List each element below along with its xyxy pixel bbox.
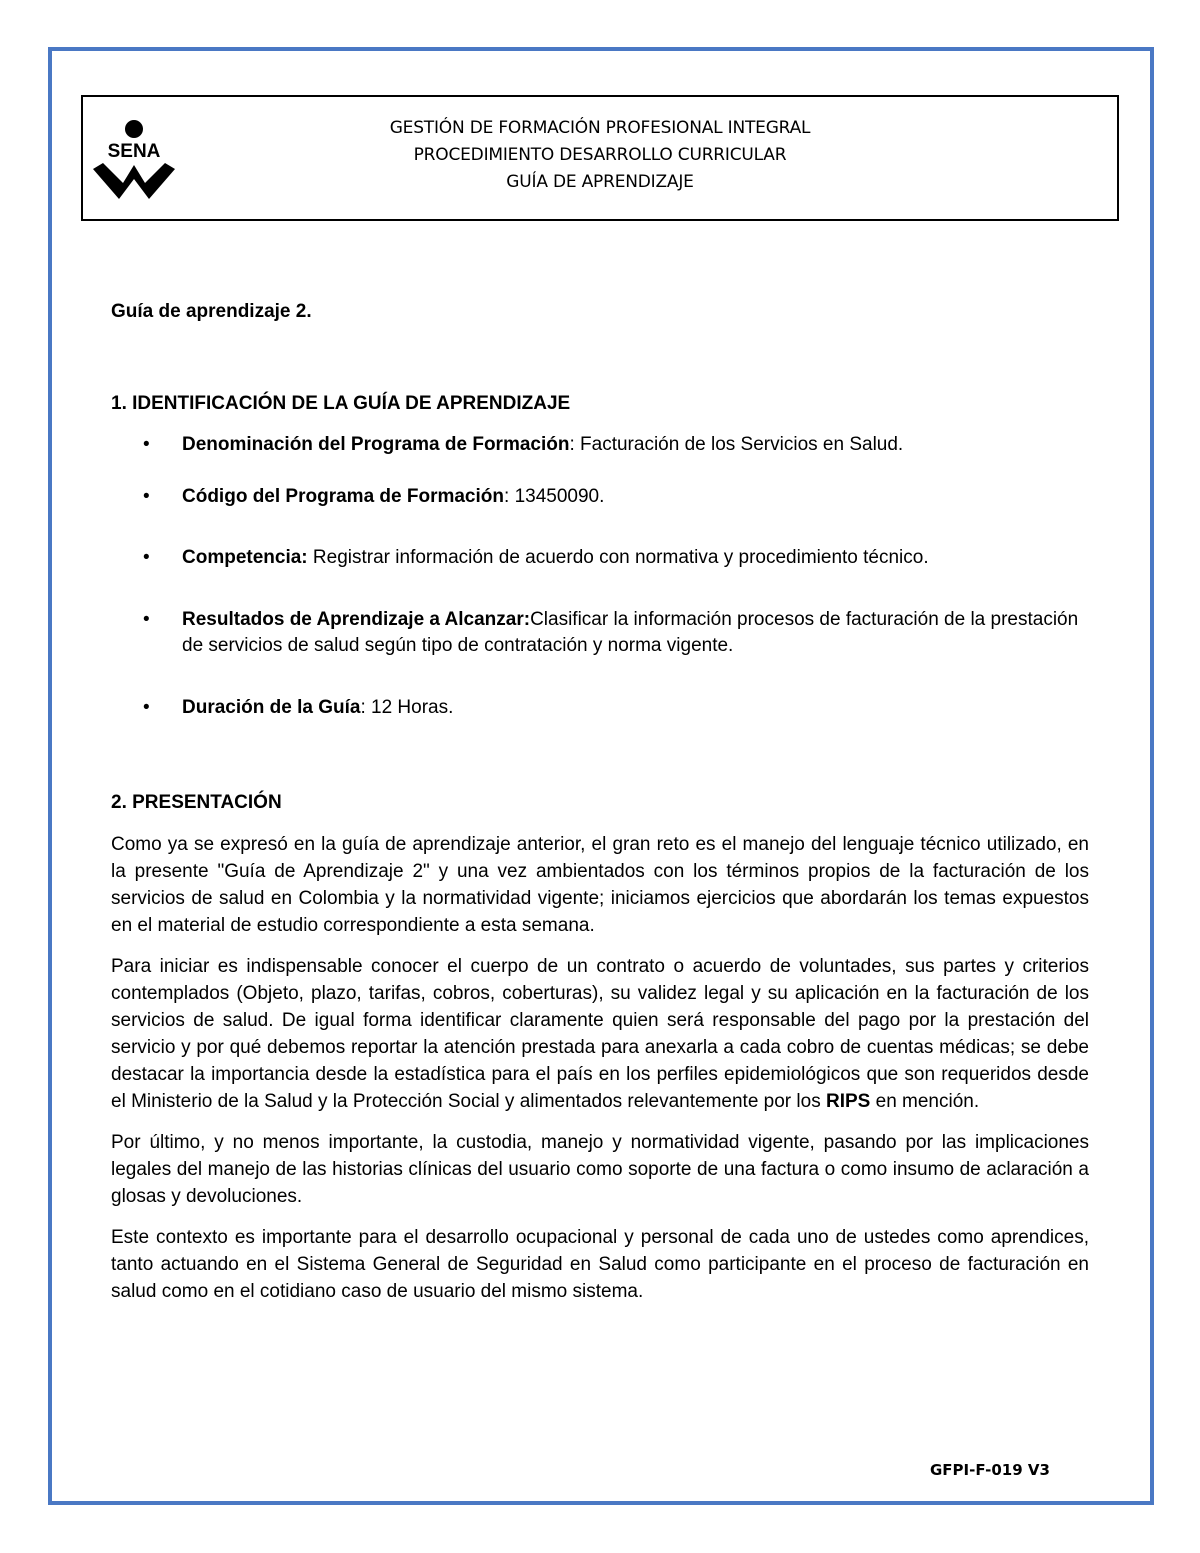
item-separator: :: [569, 434, 581, 455]
rips-term: RIPS: [825, 1091, 871, 1112]
item-label: Resultados de Aprendizaje a Alcanzar:: [182, 609, 531, 630]
item-label: Competencia:: [182, 547, 308, 568]
section-2-heading: 2. PRESENTACIÓN: [111, 792, 282, 813]
header-title-block: [83, 115, 1117, 196]
presentation-paragraph-2: [111, 953, 1089, 1115]
list-item: [111, 607, 1089, 659]
header-line-1: GESTIÓN DE FORMACIÓN PROFESIONAL INTEGRAL: [389, 118, 811, 138]
section-1-heading: 1. IDENTIFICACIÓN DE LA GUÍA DE APRENDIZAJE: [111, 393, 571, 414]
item-label: Duración de la Guía: [182, 697, 361, 718]
paragraph-text: Para iniciar es indispensable conocer el cuerpo de un contrato o acuerdo de voluntades, sus partes y criterios contemplados (Objeto, plazo, tarifas, cobros, coberturas), su validez legal y su aplicación en la facturación de los servicios de salud. De igual forma identificar claramente quien será responsable del pago por la prestación del servicio y por qué debemos reportar la atención prestada para anexarla a cada cobro de cuentas médicas; se debe destacar la importancia desde la estadística para el país en los perfiles epidemiológicos que son requeridos desde el Ministerio de la Salud y la Protección Social y alimentados relevantemente por los: [111, 956, 1089, 1112]
item-value: Facturación de los Servicios en Salud.: [580, 434, 904, 455]
svg-text:SENA: SENA: [107, 141, 161, 162]
item-label: Código del Programa de Formación: [182, 486, 504, 507]
form-code: GFPI-F-019 V3: [930, 1461, 1050, 1479]
presentation-paragraph-1: Como ya se expresó en la guía de aprendizaje anterior, el gran reto es el manejo del lenguaje técnico utilizado, en la presente "Guía de Aprendizaje 2" y una vez ambientados con los términos propios de la facturación de los servicios de salud en Colombia y la normatividad vigente; iniciamos ejercicios que abordarán los temas expuestos en el material de estudio correspondiente a esta semana.: [111, 834, 1089, 936]
presentation-paragraph-4: Este contexto es importante para el desarrollo ocupacional y personal de cada uno de ustedes como aprendices, tanto actuando en el Sistema General de Seguridad en Salud como participante en el proceso de facturación en salud como en el cotidiano caso de usuario del mismo sistema.: [111, 1227, 1089, 1302]
list-item: [111, 545, 1089, 571]
header-line-2: PROCEDIMIENTO DESARROLLO CURRICULAR: [413, 145, 787, 165]
presentation-paragraph-3: Por último, y no menos importante, la custodia, manejo y normatividad vigente, pasando por las implicaciones legales del manejo de las historias clínicas del usuario como soporte de una factura o como insumo de aclaración a glosas y devoluciones.: [111, 1132, 1089, 1207]
document-body: [111, 298, 1089, 1305]
identification-list: [111, 432, 1089, 721]
item-value: Clasificar la información procesos de facturación de la prestación de servicios de salud según tipo de contratación y norma vigente.: [182, 609, 1079, 656]
guide-title: Guía de aprendizaje 2.: [111, 301, 312, 322]
item-value: 13450090.: [514, 486, 605, 507]
document-header: [81, 95, 1119, 221]
paragraph-text: en mención.: [870, 1091, 980, 1112]
list-item: [111, 432, 1089, 458]
item-separator: :: [360, 697, 371, 718]
item-value: Registrar información de acuerdo con normativa y procedimiento técnico.: [312, 547, 929, 568]
item-separator: :: [504, 486, 515, 507]
header-line-3: GUÍA DE APRENDIZAJE: [506, 172, 694, 192]
list-item: [111, 695, 1089, 721]
item-value: 12 Horas.: [371, 697, 454, 718]
list-item: [111, 484, 1089, 510]
item-label: Denominación del Programa de Formación: [182, 434, 570, 455]
